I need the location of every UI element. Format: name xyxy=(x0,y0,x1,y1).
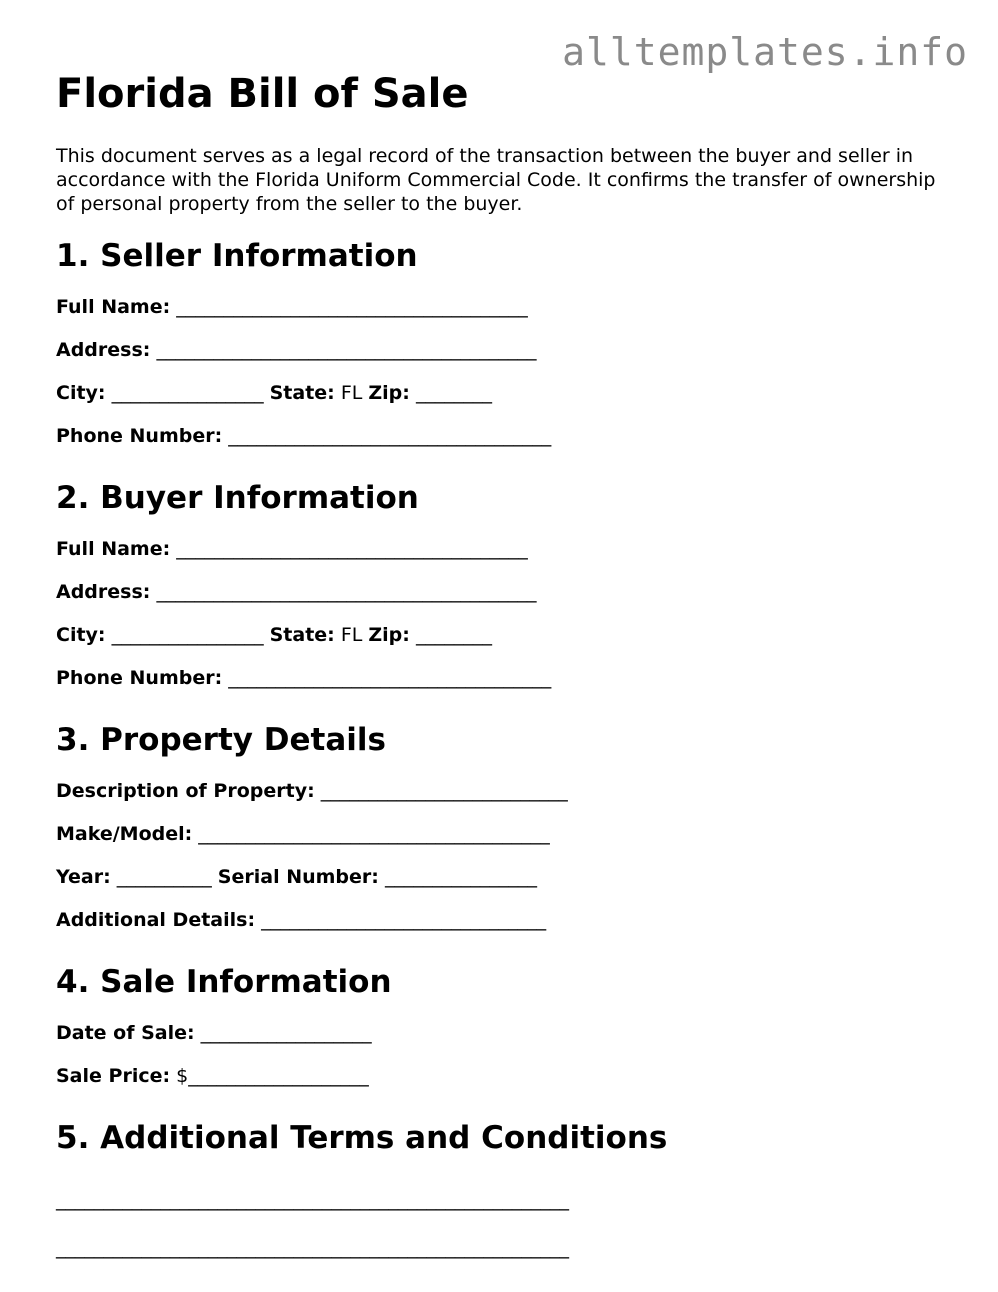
buyer-city-row xyxy=(56,614,956,657)
buyer-state-value: FL xyxy=(340,624,363,646)
terms-line-1[interactable]: ______________________________________________________ xyxy=(56,1189,569,1211)
property-description-field[interactable]: __________________________ xyxy=(320,780,568,802)
terms-heading: 5. Additional Terms and Conditions xyxy=(56,1120,668,1156)
property-make-field[interactable]: _____________________________________ xyxy=(198,823,550,845)
seller-state-label: State: xyxy=(269,382,335,404)
page-title: Florida Bill of Sale xyxy=(56,71,469,117)
property-make-label: Make/Model: xyxy=(56,823,193,845)
buyer-address-label: Address: xyxy=(56,581,151,603)
sale-price-row xyxy=(56,1055,956,1098)
seller-zip-field[interactable]: ________ xyxy=(415,382,492,404)
buyer-state-label: State: xyxy=(269,624,335,646)
watermark: alltemplates.info xyxy=(562,30,968,74)
sale-date-row xyxy=(56,1012,956,1055)
sale-date-label: Date of Sale: xyxy=(56,1022,195,1044)
sale-date-field[interactable]: __________________ xyxy=(200,1022,372,1044)
seller-phone-field[interactable]: __________________________________ xyxy=(228,425,552,447)
property-additional-field[interactable]: ______________________________ xyxy=(261,909,547,931)
buyer-full-name-row xyxy=(56,528,956,571)
sale-section xyxy=(56,962,956,1098)
property-year-label: Year: xyxy=(56,866,111,888)
buyer-phone-label: Phone Number: xyxy=(56,667,223,689)
buyer-zip-label: Zip: xyxy=(368,624,410,646)
seller-city-row xyxy=(56,372,956,415)
seller-state-value: FL xyxy=(340,382,363,404)
buyer-phone-row xyxy=(56,657,956,700)
seller-address-label: Address: xyxy=(56,339,151,361)
buyer-city-label: City: xyxy=(56,624,106,646)
property-description-row xyxy=(56,770,956,813)
property-section xyxy=(56,720,956,942)
property-year-field[interactable]: __________ xyxy=(116,866,212,888)
buyer-heading: 2. Buyer Information xyxy=(56,480,419,516)
seller-city-field[interactable]: ________________ xyxy=(111,382,264,404)
seller-full-name-field[interactable]: _____________________________________ xyxy=(176,296,528,318)
buyer-address-row xyxy=(56,571,956,614)
seller-section xyxy=(56,236,956,458)
seller-phone-label: Phone Number: xyxy=(56,425,223,447)
property-serial-field[interactable]: ________________ xyxy=(384,866,537,888)
property-make-row xyxy=(56,813,956,856)
buyer-zip-field[interactable]: ________ xyxy=(415,624,492,646)
property-year-row xyxy=(56,856,956,899)
document-page xyxy=(56,68,956,1272)
terms-section xyxy=(56,1118,956,1272)
seller-phone-row xyxy=(56,415,956,458)
property-description-label: Description of Property: xyxy=(56,780,315,802)
buyer-section xyxy=(56,478,956,700)
property-additional-label: Additional Details: xyxy=(56,909,256,931)
seller-full-name-label: Full Name: xyxy=(56,296,171,318)
buyer-address-field[interactable]: ________________________________________ xyxy=(156,581,537,603)
property-heading: 3. Property Details xyxy=(56,722,386,758)
buyer-full-name-field[interactable]: _____________________________________ xyxy=(176,538,528,560)
seller-city-label: City: xyxy=(56,382,106,404)
sale-price-label: Sale Price: xyxy=(56,1065,171,1087)
sale-heading: 4. Sale Information xyxy=(56,964,392,1000)
seller-address-row xyxy=(56,329,956,372)
seller-full-name-row xyxy=(56,286,956,329)
terms-line-2[interactable]: ______________________________________________________ xyxy=(56,1237,569,1259)
intro-paragraph: This document serves as a legal record of the transaction between the buyer and seller in accordance with the Florida Uniform Commercial Code. It confirms the transfer of ownership of personal property from the seller to the buyer. xyxy=(56,145,936,215)
seller-heading: 1. Seller Information xyxy=(56,238,418,274)
property-additional-row xyxy=(56,899,956,942)
seller-address-field[interactable]: ________________________________________ xyxy=(156,339,537,361)
buyer-city-field[interactable]: ________________ xyxy=(111,624,264,646)
buyer-full-name-label: Full Name: xyxy=(56,538,171,560)
property-serial-label: Serial Number: xyxy=(217,866,379,888)
sale-price-field[interactable]: $___________________ xyxy=(176,1065,369,1087)
buyer-phone-field[interactable]: __________________________________ xyxy=(228,667,552,689)
seller-zip-label: Zip: xyxy=(368,382,410,404)
